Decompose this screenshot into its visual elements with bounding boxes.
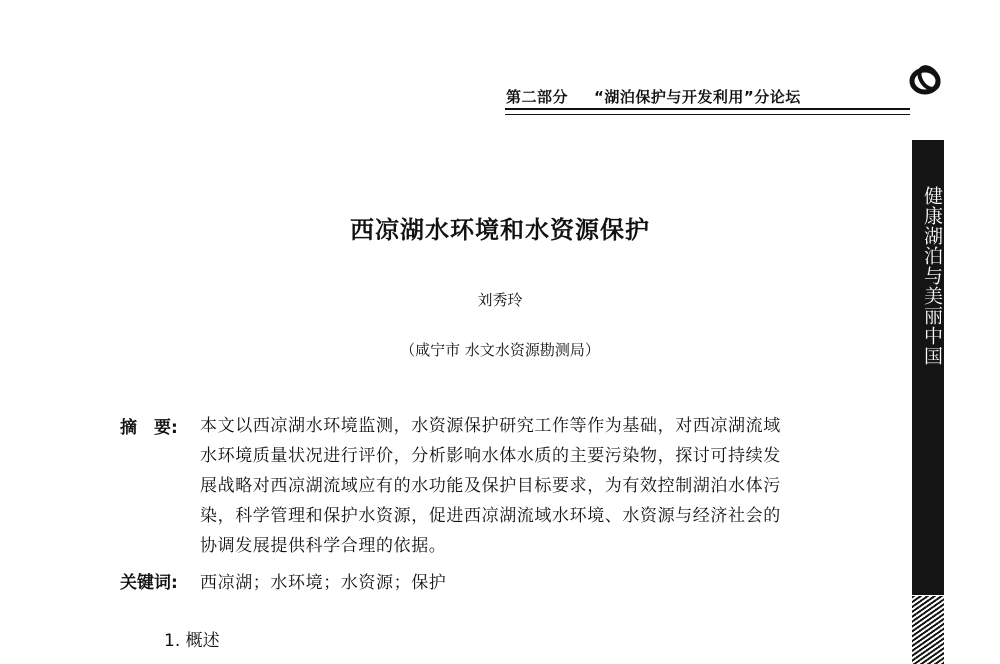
- abstract-line: 染，科学管理和保护水资源，促进西凉湖流域水环境、水资源与经济社会的: [200, 506, 781, 526]
- article-affiliation: （咸宁市 水文水资源勘测局）: [400, 341, 600, 359]
- keywords-text: 西凉湖；水环境；水资源；保护: [200, 573, 447, 593]
- abstract-label: 摘 要:: [120, 418, 178, 438]
- abstract-line: 本文以西凉湖水环境监测，水资源保护研究工作等作为基础，对西凉湖流域: [200, 416, 781, 436]
- header-part: 第二部分: [506, 88, 569, 106]
- header-rule-thin: [505, 114, 910, 115]
- header-forum: “湖泊保护与开发利用”分论坛: [594, 88, 801, 106]
- section-heading: 1. 概述: [164, 631, 220, 651]
- header-rule-thick: [505, 108, 910, 110]
- abstract-line: 展战略对西凉湖流域应有的水功能及保护目标要求，为有效控制湖泊水体污: [200, 476, 781, 496]
- interlocking-rings-logo-icon: [907, 60, 947, 100]
- abstract-line: 水环境质量状况进行评价，分析影响水体水质的主要污染物，探讨可持续发: [200, 446, 781, 466]
- abstract-line: 协调发展提供科学合理的依据。: [200, 536, 447, 556]
- article-title: 西凉湖水环境和水资源保护: [350, 216, 650, 244]
- article-author: 刘秀玲: [477, 291, 523, 309]
- running-header: [506, 86, 906, 107]
- side-band-text: 健康湖泊与美丽中国: [921, 186, 943, 366]
- side-band-stripes: [912, 596, 944, 664]
- keywords-label: 关键词:: [120, 573, 178, 593]
- abstract-body: [200, 411, 900, 561]
